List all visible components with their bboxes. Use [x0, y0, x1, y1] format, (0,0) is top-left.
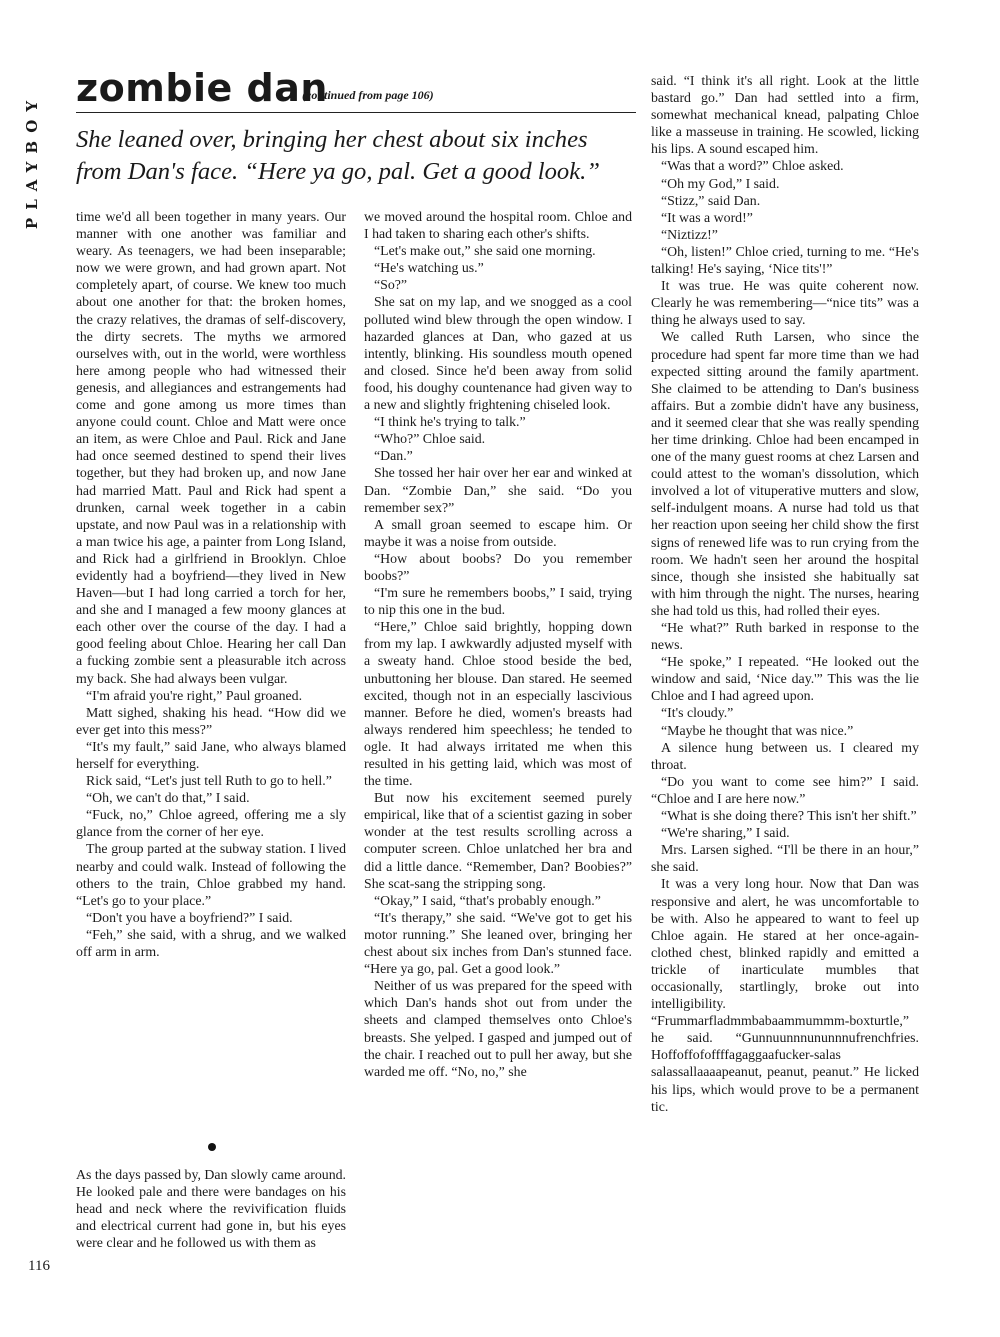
paragraph: “Stizz,” said Dan.: [661, 192, 761, 208]
paragraph: Matt sighed, shaking his head. “How did we ever get into this mess?”: [76, 704, 346, 737]
paragraph: “So?”: [374, 277, 408, 293]
text-column-1-continued: [76, 1166, 346, 1251]
text-column-2: [364, 208, 632, 1080]
magazine-name-vertical: [10, 86, 54, 236]
paragraph: It was a very long hour. Now that Dan was responsive and alert, he was uncomfortable to be with. Also he appeared to want to feel up Chloe again. He stared at her once-again-clothed chest, blinked rapidly and emitted a trickle of inarticulate mumbles that occasionally, startlingly, broke out into intelligibility. “Frummarfladmmbabaammummm-boxturtle,” he said. “Gunnuunnnununnnufrenchfries. Hoffoffofoffffagaggaafucker-salas salassallaaaapeanut, peanut, peanut.” He licked his lips, which would prove to be a permanent tic.: [651, 876, 919, 1114]
paragraph: “Let's make out,” she said one morning.: [374, 243, 596, 259]
paragraph: A silence hung between us. I cleared my throat.: [651, 739, 919, 772]
magazine-name-text: PLAYBOY: [23, 92, 41, 230]
paragraph: “It's my fault,” said Jane, who always blamed herself for everything.: [76, 738, 346, 771]
pull-quote-line: She leaned over, bringing her chest about six inches: [76, 126, 588, 153]
paragraph: She sat on my lap, and we snogged as a cool polluted wind blew through the open window. I hazarded glances at Dan, who gazed at us intently, blinking. His soundless mouth opened and closed. Since he'd been away from solid food, his doughy countenance had given way to a new and slightly frightening chiseled look.: [364, 294, 632, 413]
text-column-1: [76, 208, 346, 960]
paragraph: “Feh,” she said, with a shrug, and we walked off arm in arm.: [76, 926, 346, 960]
paragraph: “Oh, we can't do that,” I said.: [86, 790, 250, 806]
article-header: [76, 66, 636, 113]
paragraph: Neither of us was prepared for the speed with which Dan's hands shot out from under the sheets and clamped themselves onto Chloe's breasts. She yelped. I gasped and jumped out of the chair. I reached out to pull her away, but she warded me off. “No, no,” she: [364, 978, 632, 1079]
continued-note: (continued from page 106): [302, 88, 434, 102]
paragraph: As the days passed by, Dan slowly came around. He looked pale and there were bandages on his head and neck where the revivification fluids and electrical current had gone in, but his eyes were clear and he followed us with them as: [76, 1167, 346, 1251]
paragraph: “Who?” Chloe said.: [374, 431, 486, 447]
article-title: zombie dan: [76, 66, 328, 110]
paragraph: “Do you want to come see him?” I said. “Chloe and I are here now.”: [651, 773, 919, 806]
paragraph: “Was that a word?” Chloe asked.: [661, 158, 844, 174]
paragraph: But now his excitement seemed purely empirical, like that of a scientist gazing in sober wonder at the test results scrolling across a computer screen. Chloe unlatched her bra and did a little dance. “Remember, Dan? Boobies?” She scat-sang the stripping song.: [364, 790, 632, 891]
pull-quote-line: from Dan's face. “Here ya go, pal. Get a good look.”: [76, 158, 600, 185]
paragraph: “Dan.”: [374, 448, 413, 464]
paragraph: “Oh, listen!” Chloe cried, turning to me. “He's talking! He's saying, ‘Nice tits'!”: [651, 243, 919, 277]
paragraph: We called Ruth Larsen, who since the procedure had spent far more time than we had expected sitting around the family apartment. She claimed to be attending to Dan's business affairs. But a zombie didn't have any business, and it seemed clear that she was really spending her time drinking. Chloe had been encamped in one of the many guest rooms at chez Larsen and could attest to the woman's dissolution, which involved a lot of vituperative mutters and slow, self-indulgent moans. A nurse had told us that her reaction upon seeing her child show the first signs of renewed life was to run crying from the room. We hadn't seen her around the hospital since, though she insisted she habitually sat with him through the night. The nurses, hearing she had told us this, had rolled their eyes.: [651, 329, 919, 618]
paragraph: “Don't you have a boyfriend?” I said.: [86, 909, 293, 925]
page-number: 116: [28, 1258, 50, 1274]
paragraph: “He spoke,” I repeated. “He looked out the window and said, ‘Nice day.'” This was the lie Chloe and I had agreed upon.: [651, 654, 919, 704]
pull-quote: [76, 124, 636, 188]
paragraph: Mrs. Larsen sighed. “I'll be there in an hour,” she said.: [651, 842, 919, 875]
paragraph: time we'd all been together in many years. Our manner with one another was familiar and weary. As teenagers, we had been inseparable; now we were grown, and had grown apart. Not completely apart, of course. We knew too much about one another for that: the broken homes, the crazy relatives, the dramas of self-discovery, the dirty secrets. The myths we armored ourselves with, out in the world, were worthless here among people who had witnessed their genesis, and allegiances and estrangements had come and gone among us more times than anyone could count. Chloe and Matt were once an item, as were Chloe and Paul. Rick and Jane had once seemed destined to spend their lives together, but they had broken up, and now Jane had married Matt. Paul and Rick had spent a drunken, carnal week together in a cabin upstate, and now Paul was in a relationship with a man twice his age, a painter from Long Island, and Rick had a girlfriend in Brooklyn. Chloe evidently had a boyfriend—they lived in New Haven—but I had long carried a torch for her, and she and I managed a few moony glances at each other over the course of the day. I had a good feeling about Chloe. Hearing her call Dan a fucking zombie sent a pleasurable itch across my back. She had always been vulgar.: [76, 209, 346, 686]
paragraph: “Here,” Chloe said brightly, hopping down from my lap. I awkwardly adjusted myself with a sweaty hand. Chloe stood beside the bed, unbuttoning her blouse. Dan stared. He seemed excited, though not in an especially lascivious manner. Before he died, women's breasts had always rendered him speechless; he tended to ogle. It had always irritated me when this resulted in his getting laid, which was most of the time.: [364, 619, 632, 789]
paragraph: “Niztizz!”: [661, 226, 718, 242]
paragraph: “How about boobs? Do you remember boobs?”: [364, 550, 632, 583]
paragraph: She tossed her hair over her ear and winked at Dan. “Zombie Dan,” she said. “Do you remember sex?”: [364, 465, 632, 515]
paragraph: “Oh my God,” I said.: [661, 175, 780, 191]
paragraph: we moved around the hospital room. Chloe and I had taken to sharing each other's shifts.: [364, 209, 632, 242]
paragraph: Rick said, “Let's just tell Ruth to go to hell.”: [86, 773, 332, 789]
paragraph: “It's cloudy.”: [661, 705, 734, 721]
paragraph: “We're sharing,” I said.: [661, 825, 790, 841]
paragraph: It was true. He was quite coherent now. Clearly he was remembering—“nice tits” was a thing he always used to say.: [651, 278, 919, 328]
paragraph: “Fuck, no,” Chloe agreed, offering me a sly glance from the corner of her eye.: [76, 807, 346, 840]
paragraph: A small groan seemed to escape him. Or maybe it was a noise from outside.: [364, 516, 632, 549]
text-column-3: [651, 72, 919, 1115]
paragraph: “It was a word!”: [661, 209, 753, 225]
paragraph: “I think he's trying to talk.”: [374, 414, 526, 430]
section-break-bullet: [208, 1143, 216, 1151]
paragraph: “Okay,” I said, “that's probably enough.”: [374, 892, 601, 908]
paragraph: “He's watching us.”: [374, 260, 484, 276]
paragraph: The group parted at the subway station. I lived nearby and could walk. Instead of following the others to the train, Chloe grabbed my hand. “Let's go to your place.”: [76, 841, 346, 908]
paragraph: “Maybe he thought that was nice.”: [661, 722, 854, 738]
paragraph: “It's therapy,” she said. “We've got to get his motor running.” She leaned over, bringing her chest about six inches from Dan's stunned face. “Here ya go, pal. Get a good look.”: [364, 909, 632, 977]
paragraph: said. “I think it's all right. Look at the little bastard go.” Dan had settled into a firm, somewhat mechanical knead, palpating Chloe like a masseuse in training. He scowled, licking his lips. A sound escaped him.: [651, 73, 919, 157]
paragraph: “I'm sure he remembers boobs,” I said, trying to nip this one in the bud.: [364, 585, 632, 618]
paragraph: “He what?” Ruth barked in response to the news.: [651, 620, 919, 653]
paragraph: “What is she doing there? This isn't her shift.”: [661, 808, 917, 824]
paragraph: “I'm afraid you're right,” Paul groaned.: [86, 687, 303, 703]
